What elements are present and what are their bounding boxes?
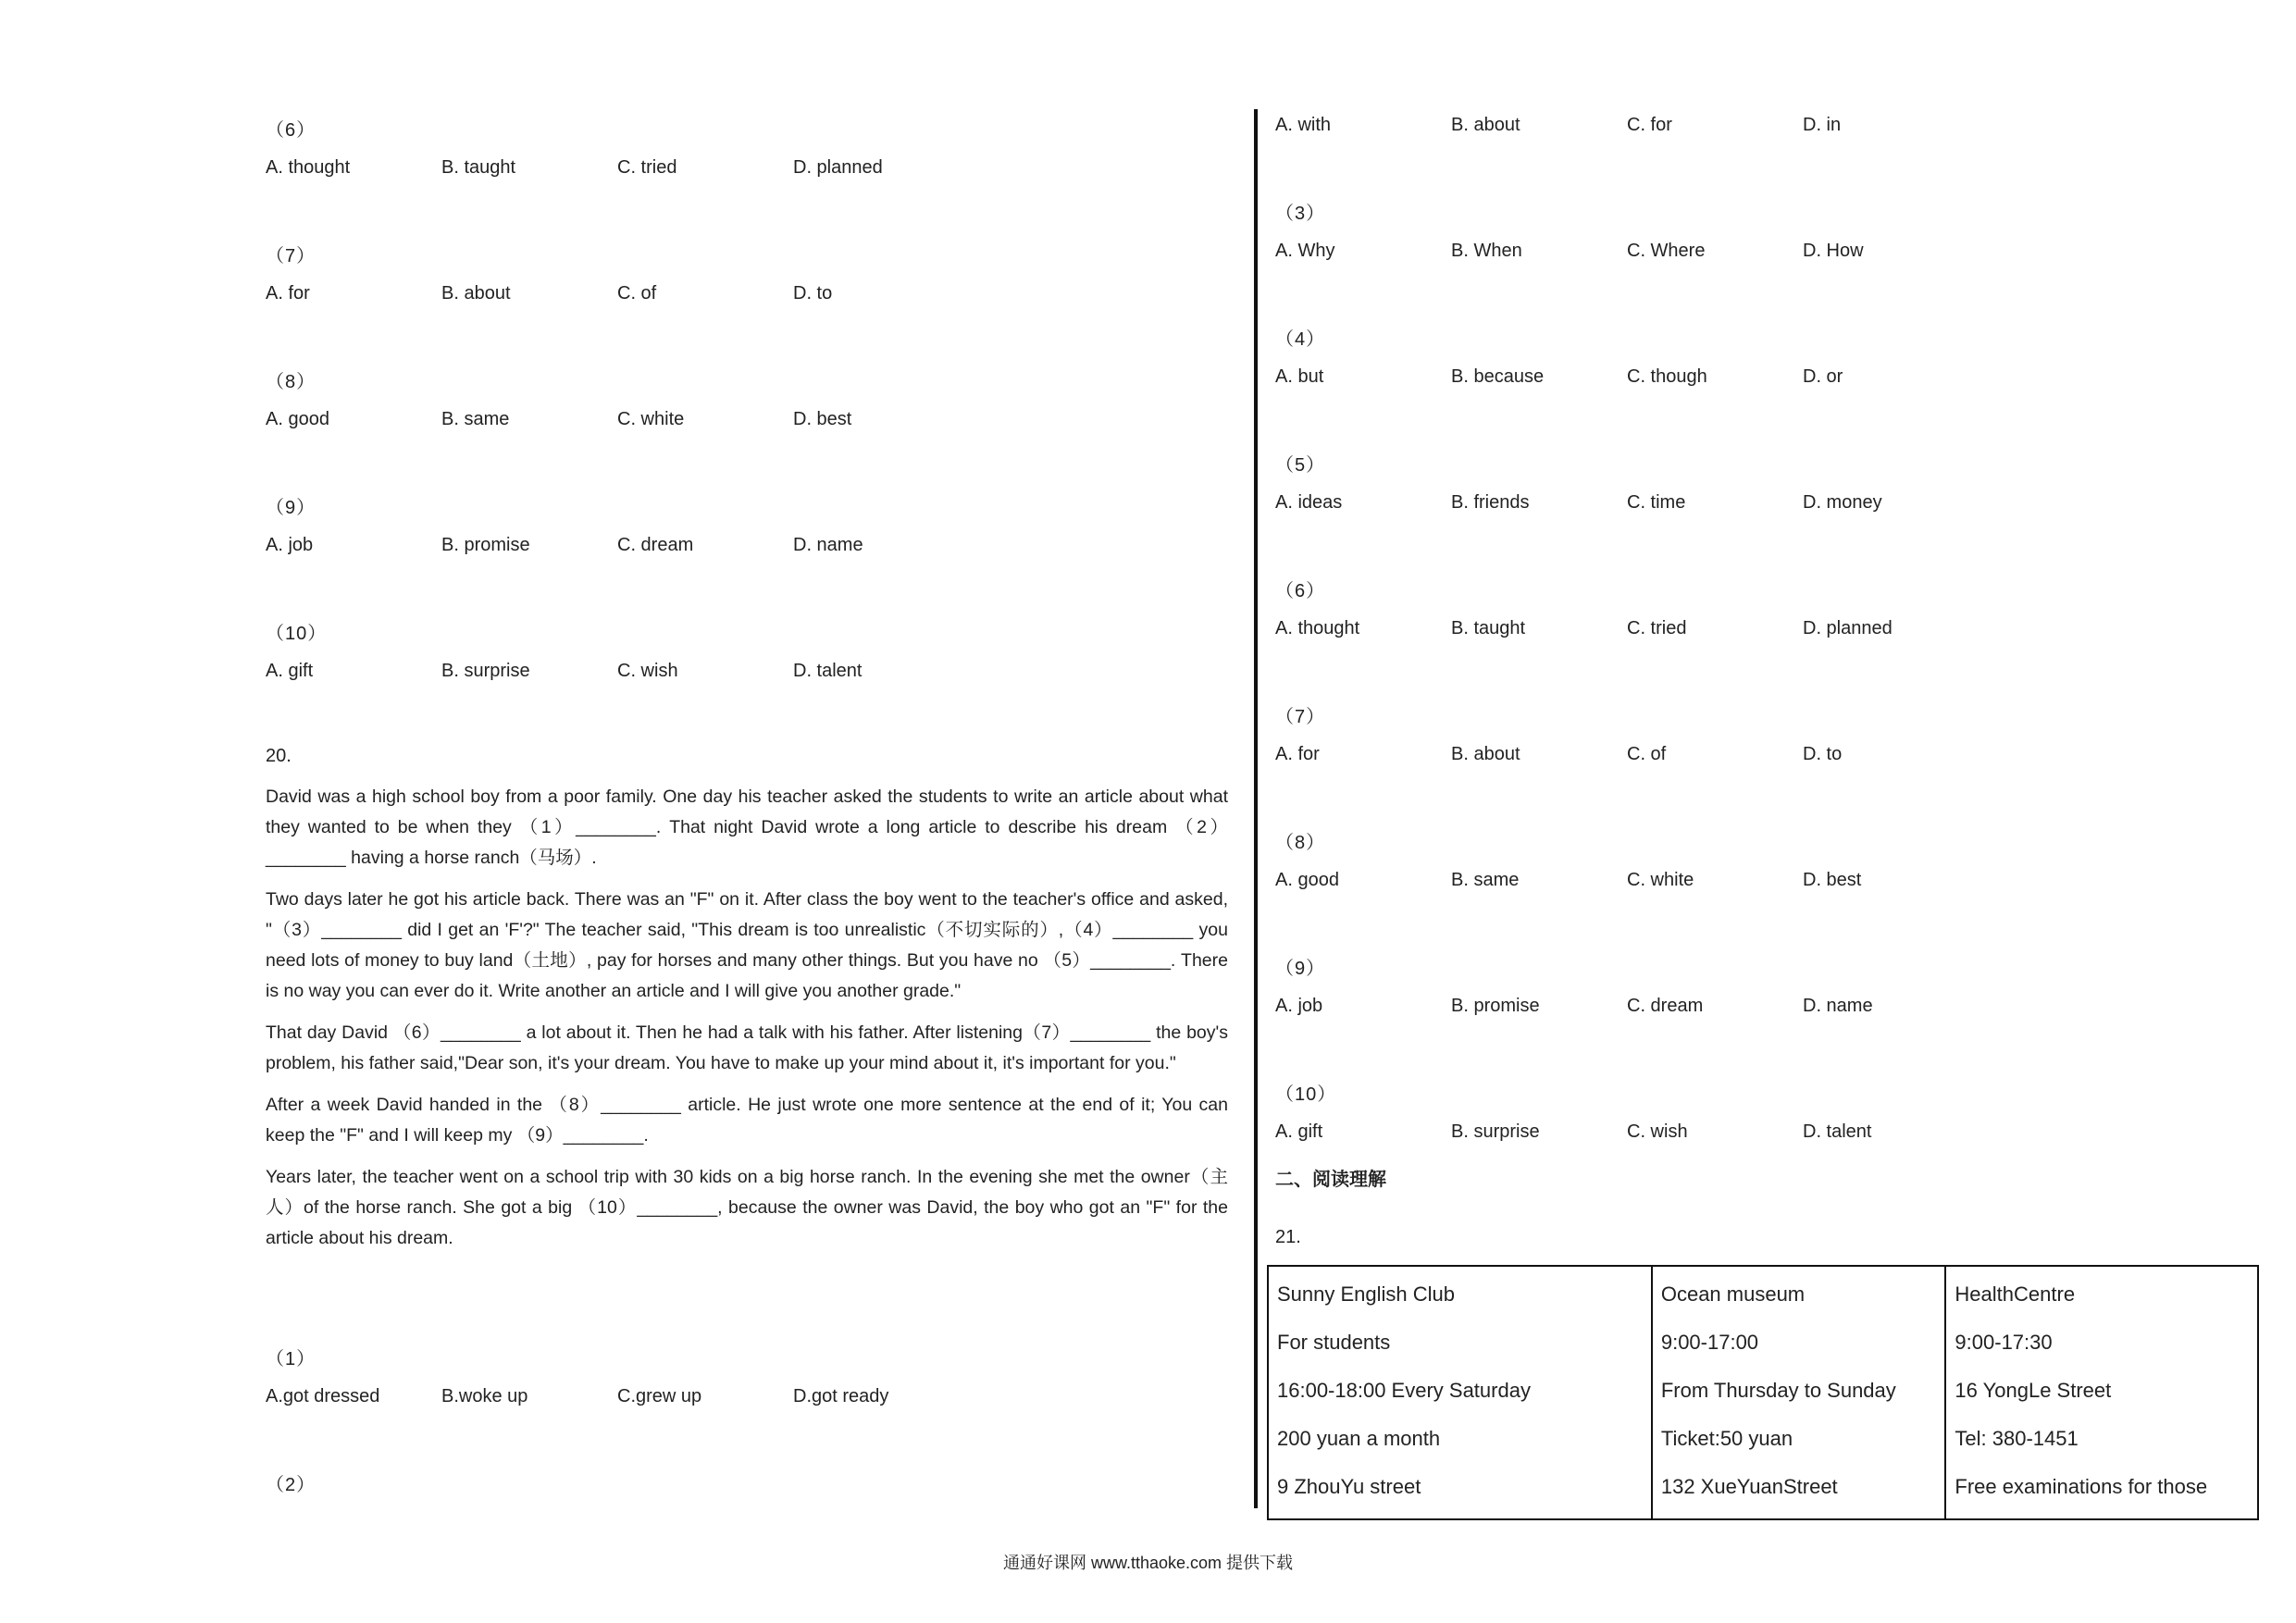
- passage-paragraph: Two days later he got his article back. There was an "F" on it. After class the boy went to the teacher's office and asked, "（3）________ did I get an 'F'?" The teacher said, "This dream is too unrealistic（不切实际的）,（4）________ you need lots of money to buy land（土地）, pay for horses and many other things. But you have no （5）________. There is no way you can ever do it. Write another an article and I will give you another grade.": [266, 889, 1228, 1001]
- option-a: A. for: [1275, 744, 1320, 764]
- option-c: C.grew up: [617, 1386, 702, 1406]
- cell-line: 200 yuan a month: [1277, 1427, 1441, 1450]
- option-d: D. to: [1803, 744, 1843, 764]
- question-number: （10）: [1275, 1084, 1337, 1105]
- question-number: （1）: [266, 1349, 316, 1369]
- option-row: [266, 283, 1098, 307]
- question-number: （6）: [266, 120, 316, 141]
- option-b: B. same: [1451, 870, 1520, 890]
- option-c: C. for: [1627, 115, 1672, 135]
- table-cell: [1945, 1266, 2258, 1519]
- option-d: D. talent: [793, 661, 863, 681]
- cell-line: Sunny English Club: [1277, 1282, 1456, 1306]
- passage-paragraph: David was a high school boy from a poor family. One day his teacher asked the students to write an article about what they wanted to be when they （1）________. That night David wrote a long article to describe his dream （2）________ having a horse ranch（马场）.: [266, 787, 1228, 868]
- option-row: [266, 1386, 1098, 1410]
- option-c: C. Where: [1627, 241, 1706, 261]
- question-number: （4）: [1275, 329, 1326, 350]
- question-20-title: 20.: [266, 746, 292, 766]
- option-d: D. planned: [793, 157, 883, 178]
- option-b: B. about: [1451, 744, 1520, 764]
- option-a: A. thought: [1275, 618, 1360, 638]
- page-footer: 通通好课网 www.tthaoke.com 提供下载: [1002, 1554, 1294, 1572]
- option-row: [266, 535, 1098, 559]
- cell-line: 16:00-18:00 Every Saturday: [1277, 1379, 1531, 1402]
- question-number: （8）: [1275, 833, 1326, 853]
- option-b: B. because: [1451, 366, 1545, 387]
- cloze-passage: [266, 782, 1228, 1265]
- option-d: D.got ready: [793, 1386, 889, 1406]
- option-d: D. money: [1803, 492, 1882, 513]
- option-b: B. When: [1451, 241, 1522, 261]
- option-d: D. in: [1803, 115, 1842, 135]
- question-number: （9）: [1275, 959, 1326, 979]
- option-b: B. surprise: [441, 661, 530, 681]
- option-a: A. job: [1275, 996, 1323, 1016]
- passage-paragraph: That day David （6）________ a lot about it. Then he had a talk with his father. After listening（7）________ the boy's problem, his father said,"Dear son, it's your dream. You have to make up your mind about it, it's important for you.": [266, 1022, 1228, 1073]
- option-b: B. about: [441, 283, 511, 304]
- option-row: [1275, 870, 2108, 894]
- option-b: B. same: [441, 409, 510, 429]
- option-a: A. but: [1275, 366, 1324, 387]
- option-d: D. name: [793, 535, 863, 555]
- option-a: A. thought: [266, 157, 351, 178]
- info-table: [1267, 1265, 2259, 1520]
- option-a: A. ideas: [1275, 492, 1343, 513]
- cell-line: 9:00-17:30: [1955, 1331, 2053, 1354]
- option-c: C. dream: [1627, 996, 1704, 1016]
- option-d: D. best: [1803, 870, 1862, 890]
- option-b: B. promise: [1451, 996, 1540, 1016]
- option-row: [266, 661, 1098, 685]
- option-d: D. planned: [1803, 618, 1893, 638]
- table-cell: [1268, 1266, 1652, 1519]
- passage-paragraph: Years later, the teacher went on a school trip with 30 kids on a big horse ranch. In the evening she met the owner（主人）of the horse ranch. She got a big （10）________, because the owner was David, the boy who got an "F" for the article about his dream.: [266, 1167, 1228, 1248]
- cell-line: Tel: 380-1451: [1955, 1427, 2079, 1450]
- option-b: B. surprise: [1451, 1121, 1540, 1142]
- option-a: A.got dressed: [266, 1386, 380, 1406]
- option-row: [266, 157, 1098, 181]
- option-b: B. taught: [441, 157, 516, 178]
- option-c: C. of: [1627, 744, 1667, 764]
- option-row: [1275, 618, 2108, 642]
- question-number: （7）: [1275, 707, 1326, 727]
- option-row: [1275, 115, 2108, 139]
- cell-line: Ocean museum: [1660, 1282, 1806, 1306]
- option-a: A. good: [1275, 870, 1339, 890]
- option-b: B.woke up: [441, 1386, 528, 1406]
- option-d: D. to: [793, 283, 833, 304]
- passage-paragraph: After a week David handed in the （8）________ article. He just wrote one more sentence at the end of it; You can keep the "F" and I will keep my （9）________.: [266, 1095, 1228, 1146]
- section-title: 二、阅读理解: [1275, 1168, 1386, 1190]
- option-c: C. time: [1627, 492, 1686, 513]
- option-d: D. best: [793, 409, 852, 429]
- question-number: （3）: [1275, 204, 1326, 224]
- option-b: B. promise: [441, 535, 530, 555]
- option-row: [266, 409, 1098, 433]
- option-a: A. with: [1275, 115, 1332, 135]
- question-number: （10）: [266, 624, 328, 644]
- option-a: A. for: [266, 283, 310, 304]
- option-a: A. gift: [1275, 1121, 1323, 1142]
- cell-line: For students: [1277, 1331, 1391, 1354]
- cell-line: 9:00-17:00: [1660, 1331, 1759, 1354]
- option-a: A. job: [266, 535, 314, 555]
- option-row: [1275, 996, 2108, 1020]
- cell-line: From Thursday to Sunday: [1660, 1379, 1896, 1402]
- option-row: [1275, 744, 2108, 768]
- option-c: C. of: [617, 283, 657, 304]
- option-b: B. taught: [1451, 618, 1526, 638]
- option-c: C. wish: [617, 661, 678, 681]
- option-c: C. white: [617, 409, 685, 429]
- question-number: （6）: [1275, 581, 1326, 601]
- option-row: [1275, 366, 2108, 390]
- option-row: [1275, 241, 2108, 265]
- cell-line: Free examinations for those: [1955, 1475, 2208, 1498]
- question-number: （2）: [266, 1475, 316, 1495]
- column-divider: [1254, 109, 1258, 1508]
- option-a: A. gift: [266, 661, 314, 681]
- option-d: D. talent: [1803, 1121, 1872, 1142]
- option-b: B. about: [1451, 115, 1520, 135]
- option-d: D. How: [1803, 241, 1864, 261]
- question-number: （7）: [266, 246, 316, 266]
- question-21-title: 21.: [1275, 1227, 1301, 1247]
- question-number: （9）: [266, 498, 316, 518]
- option-d: D. name: [1803, 996, 1873, 1016]
- cell-line: 9 ZhouYu street: [1277, 1475, 1421, 1498]
- question-number: （8）: [266, 372, 316, 392]
- option-c: C. white: [1627, 870, 1694, 890]
- option-row: [1275, 492, 2108, 516]
- option-c: C. dream: [617, 535, 694, 555]
- option-c: C. wish: [1627, 1121, 1688, 1142]
- option-row: [1275, 1121, 2108, 1146]
- cell-line: Ticket:50 yuan: [1660, 1427, 1793, 1450]
- cell-line: HealthCentre: [1955, 1282, 2076, 1306]
- option-a: A. Why: [1275, 241, 1335, 261]
- table-cell: [1652, 1266, 1946, 1519]
- option-b: B. friends: [1451, 492, 1530, 513]
- option-c: C. though: [1627, 366, 1707, 387]
- cell-line: 132 XueYuanStreet: [1660, 1475, 1838, 1498]
- option-c: C. tried: [1627, 618, 1687, 638]
- option-d: D. or: [1803, 366, 1843, 387]
- option-c: C. tried: [617, 157, 677, 178]
- option-a: A. good: [266, 409, 329, 429]
- cell-line: 16 YongLe Street: [1955, 1379, 2112, 1402]
- question-number: （5）: [1275, 455, 1326, 476]
